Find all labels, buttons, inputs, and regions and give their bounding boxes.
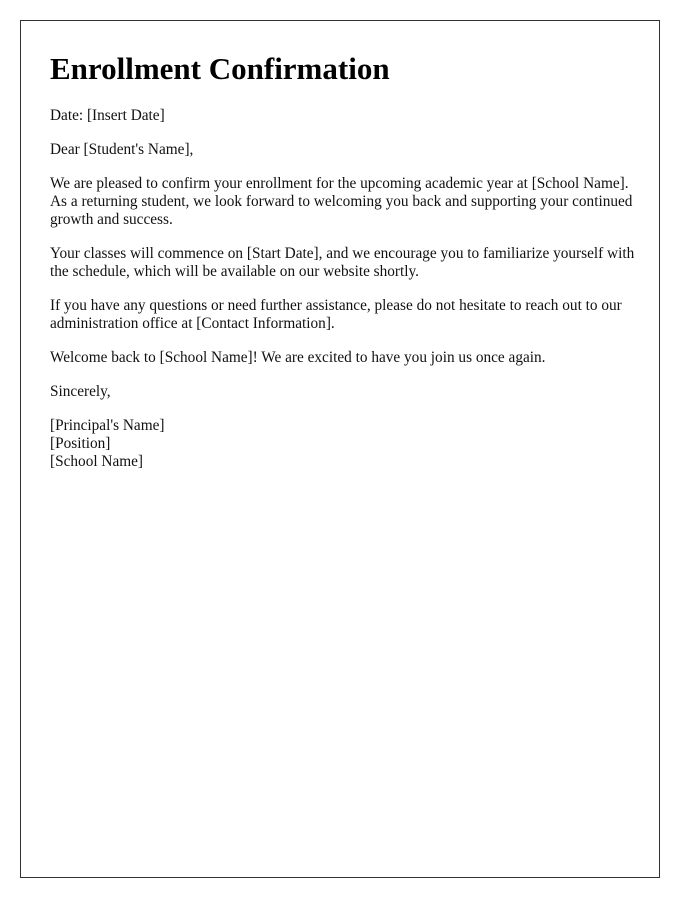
date-line: Date: [Insert Date]: [50, 107, 165, 124]
letter-body: [50, 51, 640, 471]
greeting: Dear [Student's Name],: [50, 141, 194, 158]
signature-name: [Principal's Name]: [50, 417, 165, 434]
paragraph-classes: Your classes will commence on [Start Date], and we encourage you to familiarize yourself with the schedule, which will be available on our website shortly.: [50, 245, 635, 280]
signature-position: [Position]: [50, 435, 111, 452]
paragraph-welcome: Welcome back to [School Name]! We are excited to have you join us once again.: [50, 349, 546, 366]
paragraph-questions: If you have any questions or need further assistance, please do not hesitate to reach out to our administration office at [Contact Information].: [50, 297, 622, 332]
paragraph-enrollment: We are pleased to confirm your enrollment for the upcoming academic year at [School Name]. As a returning student, we look forward to welcoming you back and supporting your continued growth and success.: [50, 175, 633, 228]
signature-school: [School Name]: [50, 453, 144, 470]
letter-title: Enrollment Confirmation: [50, 51, 390, 86]
signature-block: [50, 417, 640, 471]
letter-page: [20, 20, 660, 878]
closing: Sincerely,: [50, 383, 111, 400]
